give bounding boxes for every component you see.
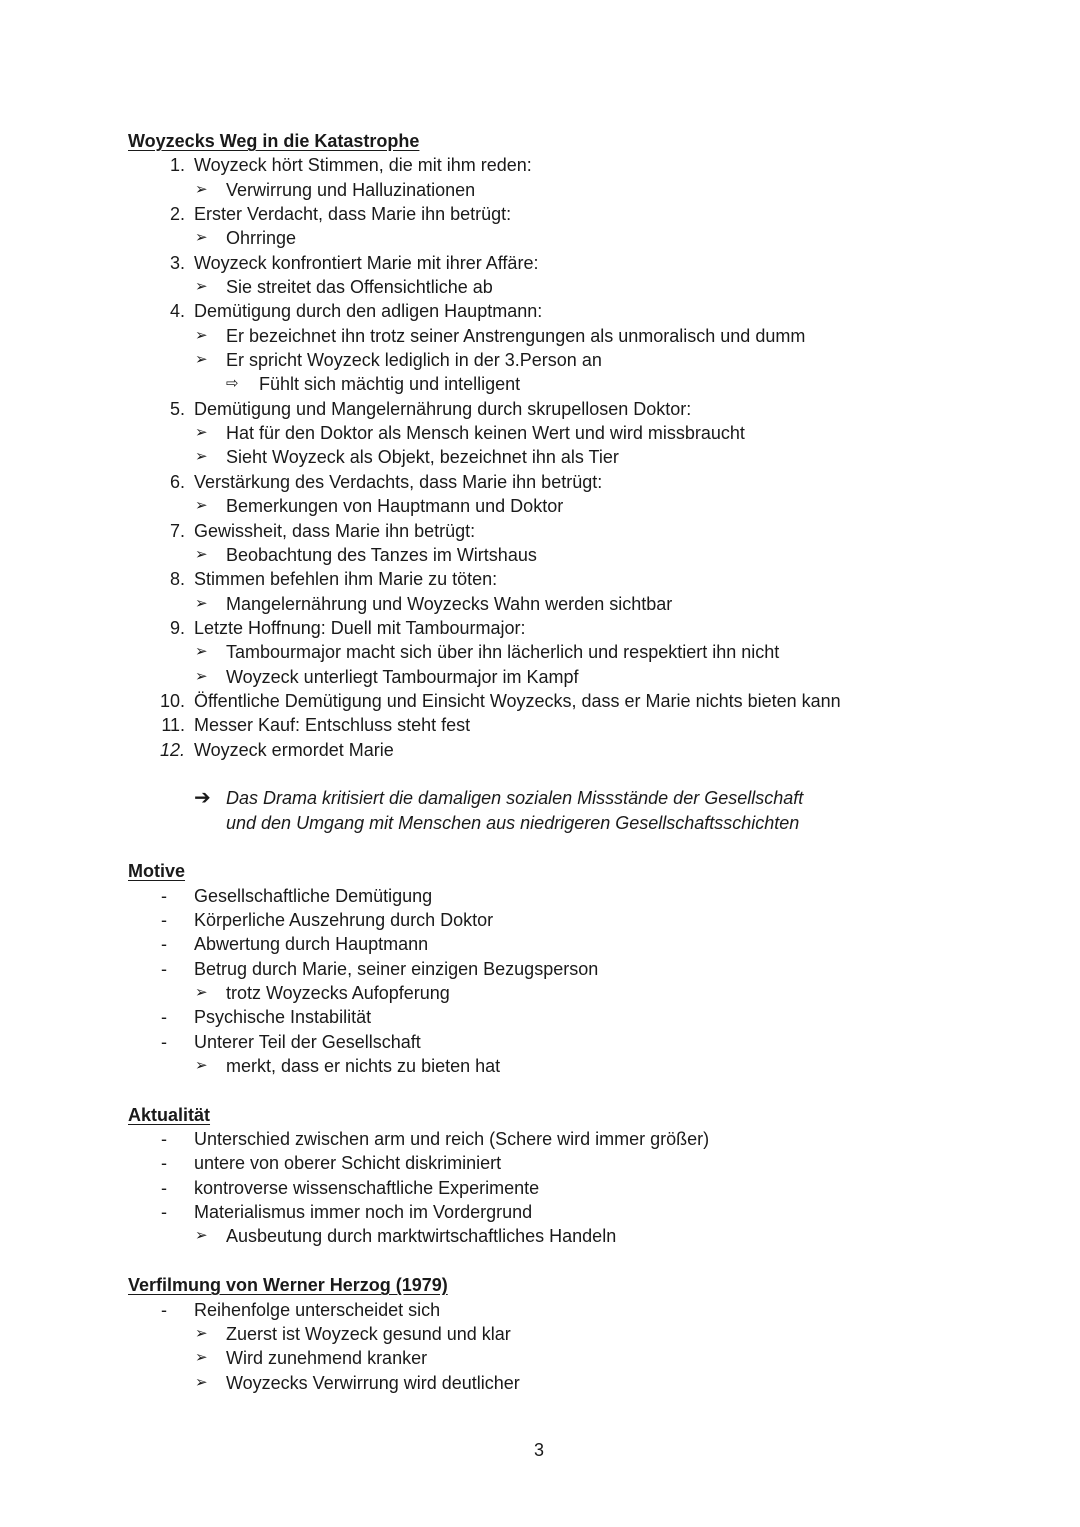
list-item: 7. Gewissheit, dass Marie ihn betrügt: xyxy=(169,520,476,541)
list-item: - Gesellschaftliche Demütigung xyxy=(128,884,968,908)
list-subitem: ➢ Beobachtung des Tanzes im Wirtshaus xyxy=(128,543,968,567)
list-item: 1. Woyzeck hört Stimmen, die mit ihm reden: xyxy=(169,155,532,176)
arrow-bullet-icon: ➢ xyxy=(195,1373,208,1391)
dash-bullet: - xyxy=(161,885,167,906)
dash-bullet: - xyxy=(161,934,167,955)
page-number: 3 xyxy=(534,1440,545,1460)
list-item: 4. Demütigung durch den adligen Hauptmann: xyxy=(169,301,543,322)
list-subitem: ➢ Bemerkungen von Hauptmann und Doktor xyxy=(128,494,968,518)
section-heading-verfilmung: Verfilmung von Werner Herzog (1979) xyxy=(128,1275,448,1296)
arrow-bullet-icon: ➢ xyxy=(195,594,208,612)
arrow-bullet-icon: ➢ xyxy=(195,643,208,661)
list-item: 10. Öffentliche Demütigung und Einsicht Woyzecks, dass er Marie nichts bieten kann xyxy=(159,690,841,711)
arrow-bullet-icon: ➢ xyxy=(195,497,208,515)
list-item: - Betrug durch Marie, seiner einzigen Bezugsperson xyxy=(128,957,968,981)
arrow-bullet-icon: ➢ xyxy=(195,1057,208,1075)
arrow-bullet-icon: ➢ xyxy=(195,229,208,247)
section-heading-katastrophe: Woyzecks Weg in die Katastrophe xyxy=(128,131,420,151)
arrow-bullet-icon: ➢ xyxy=(195,1349,208,1367)
list-item: 11. Messer Kauf: Entschluss steht fest xyxy=(161,715,471,736)
list-subitem: ➢ Zuerst ist Woyzeck gesund und klar xyxy=(128,1322,968,1346)
conclusion-line: und den Umgang mit Menschen aus niedrigeren Gesellschaftsschichten xyxy=(226,812,800,833)
arrow-bullet-icon: ➢ xyxy=(195,667,208,685)
list-subitem: ➢ trotz Woyzecks Aufopferung xyxy=(128,981,968,1005)
dash-bullet: - xyxy=(161,910,167,930)
arrow-bullet-icon: ➢ xyxy=(195,326,208,344)
conclusion-line: ➔ Das Drama kritisiert die damaligen sozialen Missstände der Gesellschaft xyxy=(194,787,804,810)
section-heading-motive: Motive xyxy=(128,861,186,882)
list-subitem: ➢ Sieht Woyzeck als Objekt, bezeichnet ihn als Tier xyxy=(128,445,968,469)
list-item: - Unterer Teil der Gesellschaft xyxy=(128,1030,968,1054)
dash-bullet: - xyxy=(161,1129,167,1150)
right-arrow-icon: ➔ xyxy=(194,787,211,810)
arrow-bullet-icon: ➢ xyxy=(195,180,208,198)
list-item: 8. Stimmen befehlen ihm Marie zu töten: xyxy=(169,569,498,590)
arrow-bullet-icon: ➢ xyxy=(195,984,208,1002)
arrow-bullet-icon: ➢ xyxy=(195,278,208,296)
list-item: 3. Woyzeck konfrontiert Marie mit ihrer Affäre: xyxy=(169,252,539,273)
arrow-bullet-icon: ➢ xyxy=(195,448,208,466)
list-item: - Abwertung durch Hauptmann xyxy=(128,932,968,956)
dash-bullet: - xyxy=(161,958,167,979)
list-subitem: ➢ Tambourmajor macht sich über ihn lächerlich und respektiert ihn nicht xyxy=(128,640,968,664)
arrow-bullet-icon: ➢ xyxy=(195,545,208,563)
list-subitem: ➢ Ohrringe xyxy=(128,226,968,250)
list-item: - kontroverse wissenschaftliche Experimente xyxy=(128,1176,968,1200)
list-item: 9. Letzte Hoffnung: Duell mit Tambourmajor: xyxy=(169,617,526,638)
arrow-bullet-icon: ➢ xyxy=(195,1324,208,1342)
list-subsubitem: ⇨ Fühlt sich mächtig und intelligent xyxy=(128,372,968,396)
arrow-bullet-icon: ➢ xyxy=(195,1227,208,1245)
dash-bullet: - xyxy=(161,1031,167,1052)
document-page xyxy=(128,129,968,1395)
list-subitem: ➢ Woyzeck unterliegt Tambourmajor im Kampf xyxy=(128,665,968,689)
list-subitem: ➢ Wird zunehmend kranker xyxy=(128,1346,968,1370)
list-subitem: ➢ Sie streitet das Offensichtliche ab xyxy=(128,275,968,299)
list-subitem: ➢ merkt, dass er nichts zu bieten hat xyxy=(128,1054,968,1078)
list-item: 12. Woyzeck ermordet Marie xyxy=(159,739,394,760)
dash-bullet: - xyxy=(161,1153,167,1174)
list-item: 2. Erster Verdacht, dass Marie ihn betrügt: xyxy=(169,204,512,225)
list-subitem: ➢ Verwirrung und Halluzinationen xyxy=(128,178,968,202)
list-item: - Körperliche Auszehrung durch Doktor xyxy=(128,908,968,932)
list-item: - untere von oberer Schicht diskriminiert xyxy=(128,1151,968,1175)
list-item: - Reihenfolge unterscheidet sich xyxy=(128,1298,968,1322)
list-item: 5. Demütigung und Mangelernährung durch skrupellosen Doktor: xyxy=(169,398,692,419)
list-subitem: ➢ Er spricht Woyzeck lediglich in der 3.Person an xyxy=(128,348,968,372)
dash-bullet: - xyxy=(161,1007,167,1028)
arrow-bullet-icon: ➢ xyxy=(195,424,208,442)
list-item: - Unterschied zwischen arm und reich (Schere wird immer größer) xyxy=(128,1127,968,1151)
hollow-arrow-icon: ⇨ xyxy=(226,375,239,393)
list-item: 6. Verstärkung des Verdachts, dass Marie ihn betrügt: xyxy=(169,471,603,492)
arrow-bullet-icon: ➢ xyxy=(195,351,208,369)
list-subitem: ➢ Hat für den Doktor als Mensch keinen Wert und wird missbraucht xyxy=(128,421,968,445)
list-subitem: ➢ Mangelernährung und Woyzecks Wahn werden sichtbar xyxy=(128,592,968,616)
dash-bullet: - xyxy=(161,1202,167,1223)
list-subitem: ➢ Er bezeichnet ihn trotz seiner Anstrengungen als unmoralisch und dumm xyxy=(128,324,968,348)
section-heading-aktualitaet: Aktualität xyxy=(128,1104,211,1125)
list-subitem: ➢ Ausbeutung durch marktwirtschaftliches Handeln xyxy=(128,1224,968,1248)
list-item: - Psychische Instabilität xyxy=(128,1005,968,1029)
dash-bullet: - xyxy=(161,1299,167,1320)
list-subitem: ➢ Woyzecks Verwirrung wird deutlicher xyxy=(128,1371,968,1395)
list-item: - Materialismus immer noch im Vordergrund xyxy=(128,1200,968,1224)
dash-bullet: - xyxy=(161,1177,167,1198)
